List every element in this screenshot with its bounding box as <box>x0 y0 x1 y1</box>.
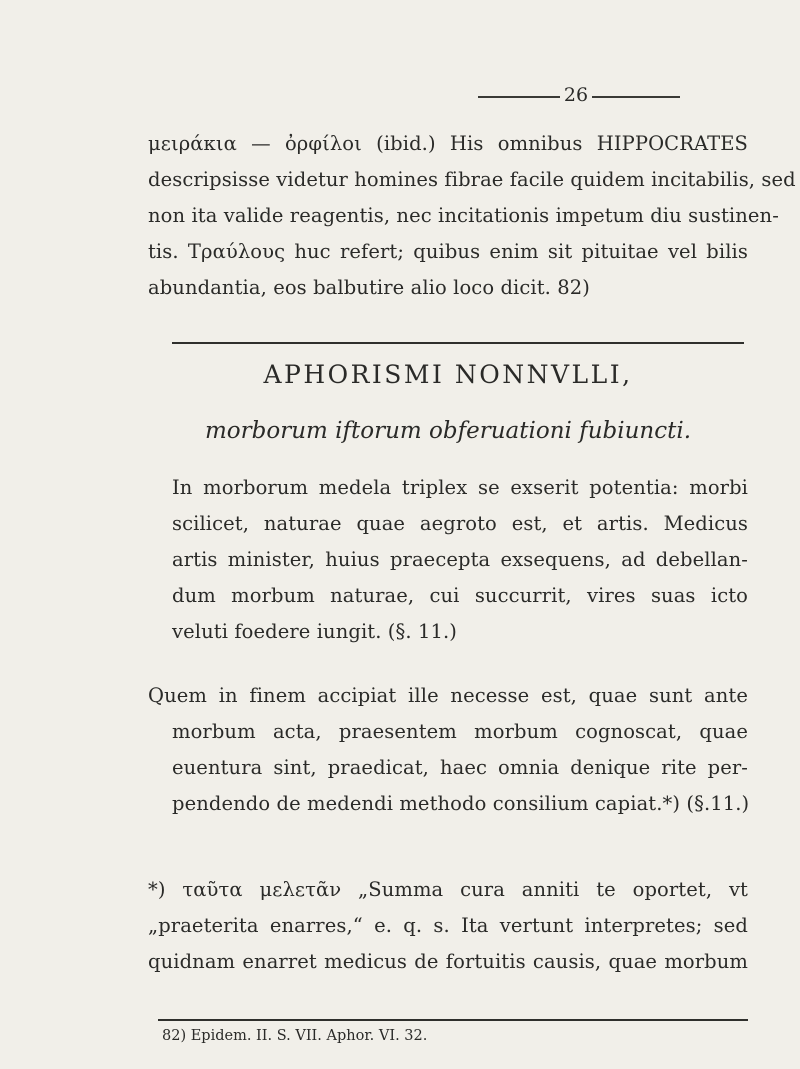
footnote-rule <box>158 1019 748 1021</box>
text-line: quidnam enarret medicus de fortuitis causis, quae morbum <box>148 950 748 973</box>
text-line: morbum acta, praesentem morbum cognoscat, quae <box>172 720 748 743</box>
paragraph-intro <box>148 126 796 306</box>
text-line: veluti foedere iungit. (§. 11.) <box>172 620 457 643</box>
text-line: μειράκια — ὀρφίλοι (ibid.) His omnibus HIPPOCRATES <box>148 132 748 155</box>
text-line: „praeterita enarres,“ e. q. s. Ita vertunt interpretes; sed <box>148 914 748 937</box>
page-number: 26 <box>563 84 589 106</box>
text-line: pendendo de medendi methodo consilium capiat.*) (§.11.) <box>172 792 750 815</box>
header-rule-left <box>478 96 560 98</box>
text-line: *) ταῦτα μελετᾶν „Summa cura anniti te oportet, vt <box>148 878 748 901</box>
section-divider <box>172 342 744 344</box>
paragraph-aphorism-2 <box>148 678 748 822</box>
text-line: artis minister, huius praecepta exsequens, ad debellan- <box>172 548 748 571</box>
text-line: euentura sint, praedicat, haec omnia denique rite per- <box>172 756 748 779</box>
paragraph-aphorism-1 <box>148 470 748 650</box>
text-line: descripsisse videtur homines fibrae facile quidem incitabilis, sed <box>148 168 796 191</box>
text-line: non ita valide reagentis, nec incitationis impetum diu sustinen- <box>148 204 779 227</box>
section-title: APHORISMI NONNVLLI, <box>263 360 633 389</box>
text-line: Quem in finem accipiat ille necesse est, quae sunt ante <box>148 684 748 707</box>
paragraph-note <box>148 872 748 980</box>
section-subtitle: morborum iftorum obferuationi fubiuncti. <box>205 418 691 444</box>
text-line: abundantia, eos balbutire alio loco dicit. 82) <box>148 276 590 299</box>
text-line: In morborum medela triplex se exserit potentia: morbi <box>172 476 748 499</box>
text-line: dum morbum naturae, cui succurrit, vires suas icto <box>172 584 748 607</box>
footnote: 82) Epidem. II. S. VII. Aphor. VI. 32. <box>162 1028 428 1044</box>
text-line: tis. Τραύλους huc refert; quibus enim sit pituitae vel bilis <box>148 240 748 263</box>
page-header <box>0 84 800 108</box>
text-line: scilicet, naturae quae aegroto est, et artis. Medicus <box>172 512 748 535</box>
header-rule-right <box>592 96 680 98</box>
